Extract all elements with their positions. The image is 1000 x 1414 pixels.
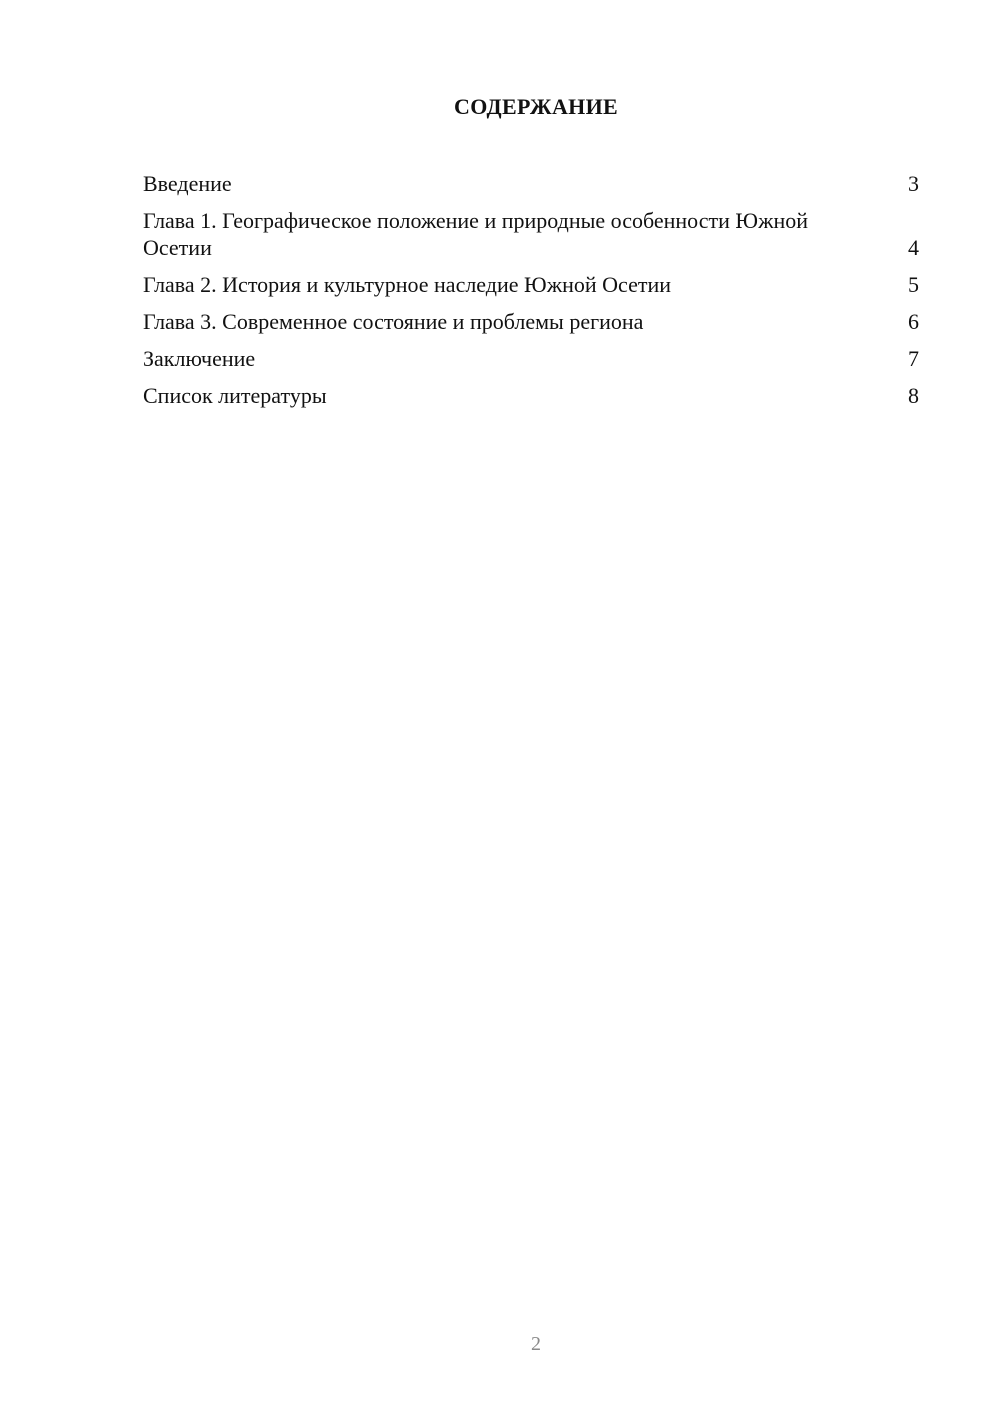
toc-entry-text: Заключение (143, 346, 256, 371)
toc-entry-chapter-2 (143, 271, 919, 298)
toc-entry-page: 5 (908, 272, 919, 297)
toc-entry-chapter-3 (143, 308, 919, 335)
toc-entry-introduction (143, 170, 919, 197)
table-of-contents (143, 170, 919, 419)
toc-entry-page: 8 (908, 383, 919, 408)
toc-entry-page: 6 (908, 309, 919, 334)
toc-entry-page: 4 (908, 235, 919, 260)
toc-entry-text: Глава 2. История и культурное наследие Южной Осетии (143, 272, 671, 297)
toc-entry-bibliography (143, 382, 919, 409)
toc-entry-text: Введение (143, 171, 232, 196)
toc-entry-page: 7 (908, 346, 919, 371)
toc-entry-chapter-1 (143, 207, 919, 261)
toc-title: СОДЕРЖАНИЕ (454, 94, 618, 119)
toc-entry-text: Список литературы (143, 383, 327, 408)
toc-entry-text: Глава 3. Современное состояние и проблемы региона (143, 309, 644, 334)
page-number: 2 (531, 1333, 541, 1355)
toc-entry-page: 3 (908, 171, 919, 196)
toc-entry-text: Глава 1. Географическое положение и природные особенности Южной Осетии (143, 208, 808, 260)
toc-entry-conclusion (143, 345, 919, 372)
